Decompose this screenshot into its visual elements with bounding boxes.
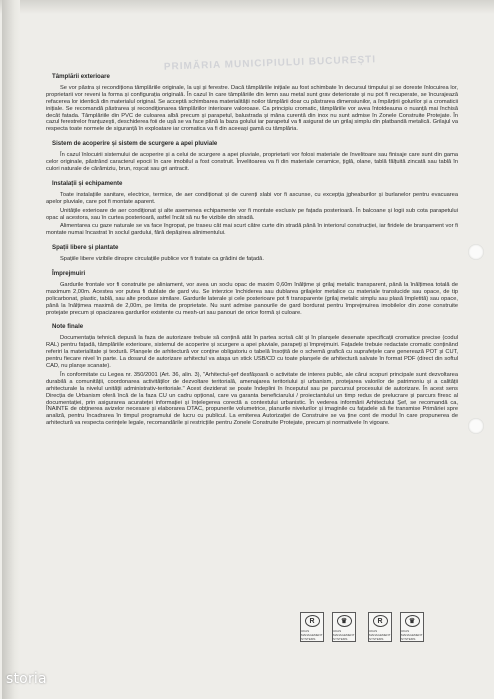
punch-hole-top [468, 244, 484, 260]
document-body [46, 74, 458, 429]
paragraph: În cazul înlocuirii sistemului de acoperire și a celui de scurgere a apei pluviale, proprietarii vor folosi materiale de învelitoare sau finisaje care sunt din gama celor originale, păstrând caracterul epocii în care imobilul a fost construit. Învelitoarea va fi din materiale ceramice, țiglă, olane, tablă fălțuită zincată sau tablă în culori naturale de cărămiziu, brun, roșcat sau gri antracit. [46, 152, 458, 172]
certification-logos-left [300, 612, 356, 642]
storia-watermark-logo: storia [6, 671, 47, 687]
binder-edge [2, 0, 20, 699]
section-heading: Spații libere și plantate [52, 244, 119, 252]
watermark-text: PRIMĂRIA MUNICIPIULUI BUCUREȘTI [163, 54, 377, 73]
logo-caption: UKAS MANAGEMENT SYSTEMS [401, 629, 423, 641]
paragraph: Toate instalațiile sanitare, electrice, termice, de aer condiționat și de curenți slabi vor fi ascunse, cu excepția jgheaburilor și burlanelor pentru evacuarea apelor pluviale, care pot fi montate aparent. [46, 191, 458, 205]
section-green-spaces [46, 245, 458, 263]
certification-logo [400, 612, 424, 642]
paragraph: Documentația tehnică depusă la faza de autorizare trebuie să conțină atât în partea scrisă cât și în planșele desenate specificații cromatice precise (codul RAL) pentru fațadă, tâmplăriile exterioare, sistemul de acoperire și scurgere a apei pluviale, parapeți și împrejmuiri. Fațadele trebuie redactate cromatic conținând referiri la materialitate și textură. Planșele de arhitectură vor conține obligatoriu o tabelă însoțită de o schemă grafică cu suprafețele care generează POT și CUT, pentru fiecare nivel în parte. La dosarul de autorizare arhitectul va atașa un stick USB/CD cu toate planșele de arhitectură salvate în format PDF (direct din softul CAD, nu planșe scanate). [46, 335, 458, 369]
registered-mark-icon: R [305, 615, 320, 627]
paragraph: Unitățile exterioare de aer condiționat și alte asemenea echipamente vor fi montate exclusiv pe fațada posterioară. În balcoane și logii sub cota parapetului opac al acestora, sau în curtea posterioară, astfel încât să nu fie vizibile din stradă. [46, 207, 458, 221]
certification-logo [368, 612, 392, 642]
section-fencing [46, 271, 458, 316]
paragraph: Spațiile libere vizibile dinspre circulațiile publice vor fi tratate ca grădini de fațadă. [60, 256, 264, 263]
certification-logos-right [368, 612, 424, 642]
section-heading: Împrejmuiri [52, 270, 86, 278]
certification-logo [300, 612, 324, 642]
logo-caption: UKAS MANAGEMENT SYSTEMS [333, 629, 355, 641]
section-installations [46, 181, 458, 237]
section-exterior-joinery [46, 74, 458, 133]
logo-caption: UKAS MANAGEMENT SYSTEMS [369, 629, 391, 641]
scan-top-shadow [0, 0, 494, 14]
crown-mark-icon: ♛ [337, 615, 352, 627]
punch-hole-bottom [468, 418, 484, 434]
certification-logo [332, 612, 356, 642]
section-heading: Note finale [52, 323, 84, 331]
paragraph: Se vor păstra și recondiționa tâmplăriile originale, la uși și ferestre. Dacă tâmplăriile inițiale au fost schimbate în decursul timpului și se doreste înlocuirea lor, proprietarii vor reveni la forma și configurația originală. În cazul în care tâmplăriile din lemn sau metal sunt grav deteriorate și nu pot fi recuperate, se încurajează refacerea lor identică din materialul original. Se acceptă schimbarea materialității noilor tâmplării doar cu păstrarea dimensiunilor, a împărțirii golurilor și a cromaticii inițiale. Se recomandă păstrarea și recondiționarea tâmplăriilor interioare valoroase. Ca principiu cromatic, tâmplăriile vor avea întotdeauna o nuanță mai închisă decât fatada. Tâmplăriile din PVC de culoarea albă precum și parapetul, balustrada și mâna curentă din inox nu sunt admise în Zonele Construite Protejate. În cazul ferestrelor franțuzești, deschiderea foii de ușă se va face până la baza golului iar parapetul va fi asigurat de un grilaj simplu din platbandă metalică. Grilajul va respecta toate normele de siguranță în exploatare iar cromatica va fi din aceeași gamă cu tâmplăria. [46, 84, 458, 133]
section-heading: Sistem de acoperire și sistem de scurgere a apei pluviale [52, 140, 218, 148]
registered-mark-icon: R [373, 615, 388, 627]
section-heading: Instalații și echipamente [52, 179, 123, 187]
crown-mark-icon: ♛ [405, 615, 420, 627]
section-heading: Tâmplării exterioare [52, 73, 110, 80]
paragraph: Gardurile frontale vor fi construite pe aliniament, vor avea un soclu opac de maxim 0,60m înălțime și grilaj metalic transparent, până la înălțimea totală de maximum 2,00m. Acestea vor putea fi dublate de gard viu. Se interzice închiderea sau dublarea grilajelor metalice cu materiale translucide sau opace, de tip policarbonat, plastic, tablă, sau alte produse similare. Gardurile laterale și cele posterioare pot fi transparente (grilaj metalic simplu sau plasă împletită) sau opace, până la înălțimea maximă de 2,00m, pe limita de proprietate. Nu sunt admise panourile de gard bordurat pentru împrejmuirea imobilelor din zone construite protejate precum și opacizarea gardurilor existente cu mesh-uri sau panouri de orice formă și culoare. [46, 281, 458, 316]
section-final-notes [46, 324, 458, 427]
paragraph: Alimentarea cu gaze naturale se va face îngropat, pe traseu cât mai scurt către curte din stradă până în interiorul construcției, iar firidele de branșament vor fi montate numai încastrat în soclul gardului, fără depășirea alinimentului. [46, 223, 458, 237]
logo-caption: UKAS MANAGEMENT SYSTEMS [301, 629, 323, 641]
section-roofing [46, 141, 458, 173]
paragraph: În conformitate cu Legea nr. 350/2001 (Art. 36, alin. 3), "Arhitectul-șef desfășoară o activitate de interes public, ale cărui scopuri principale sunt dezvoltarea durabilă a comunității, coordonarea activităților de dezvoltare teritorială, amenajarea teritoriului și urbanism, protejarea valorilor de patrimoniu și a calității arhitecturale la nivelul unității administrativ-teritoriale." Acest deziderat se poate îndeplini în începutul sau pe parcursul procesului de autorizare. În acest sens Direcția de Urbanism oferă încă de la faza CU un cadru opțional, care va garanta beneficiarului / proiectantului un timp redus de prelucrare și parcurs firesc al documentației, prin asigurarea acurateței informației și înțelegerea corectă a contextului urbanistic. În vederea informării Arhitectului Șef, se recomandă ca, ÎNAINTE de obținerea avizelor necesare și elaborarea DTAC, propunerile volumetrice, planurile nivelurilor și imaginile cu fațadele să fie transmise Primăriei spre analiză, pentru încadrarea în timpul programului de lucru cu publicul. La emiterea Autorizației de Construire se va ține cont de modul în care propunerea de arhitectură va respecta cerințele legale, recomandările și restricțiile pentru Zonele Construite Protejate, precum și normativele în vigoare. [46, 371, 458, 427]
